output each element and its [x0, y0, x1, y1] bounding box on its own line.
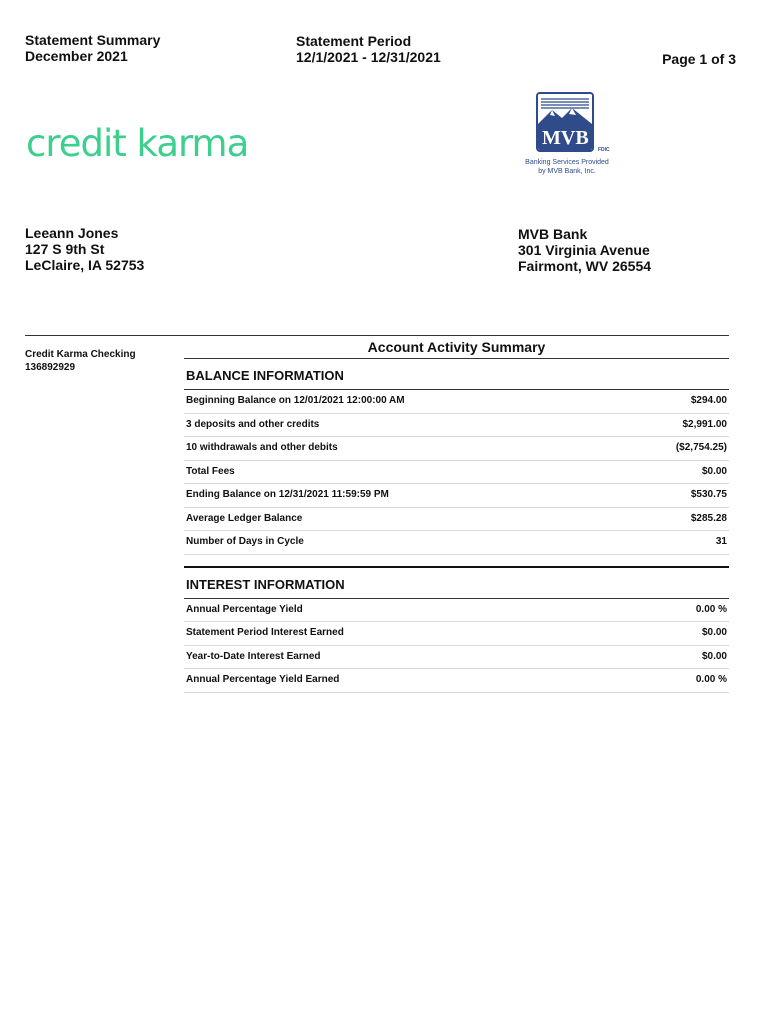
- table-row: [184, 461, 729, 485]
- bank-address: [518, 226, 651, 274]
- row-label: Beginning Balance on 12/01/2021 12:00:00 AM: [186, 395, 405, 406]
- table-row: [184, 531, 729, 555]
- row-value: $2,991.00: [682, 418, 727, 430]
- balance-information-title: BALANCE INFORMATION: [184, 359, 729, 390]
- page-number: Page 1 of 3: [662, 51, 736, 67]
- row-label: Annual Percentage Yield Earned: [186, 674, 340, 685]
- table-row: [184, 390, 729, 414]
- bank-name: MVB Bank: [518, 226, 588, 242]
- row-label: Ending Balance on 12/31/2021 11:59:59 PM: [186, 489, 389, 500]
- mvb-caption-line-1: Banking Services Provided: [525, 159, 609, 166]
- row-value: 0.00 %: [695, 603, 727, 615]
- row-value: $285.28: [690, 512, 727, 524]
- credit-karma-logo: credit karma: [26, 122, 249, 165]
- row-label: 3 deposits and other credits: [186, 418, 320, 430]
- table-row: [184, 414, 729, 438]
- row-value: 31: [715, 536, 727, 547]
- row-value: $294.00: [690, 395, 727, 406]
- statement-period-label: Statement Period: [296, 33, 412, 49]
- interest-information-title: INTEREST INFORMATION: [184, 568, 729, 599]
- interest-table: [184, 599, 729, 693]
- summary-title: Account Activity Summary: [184, 336, 729, 359]
- statement-summary-block: [25, 32, 160, 64]
- account-activity-summary: [184, 336, 729, 693]
- table-row: [184, 437, 729, 461]
- row-label: Annual Percentage Yield: [186, 603, 303, 615]
- statement-summary-label: Statement Summary: [25, 32, 161, 48]
- row-label: 10 withdrawals and other debits: [186, 442, 338, 453]
- account-type: Credit Karma Checking: [25, 349, 136, 360]
- row-label: Year-to-Date Interest Earned: [186, 650, 321, 662]
- mvb-caption-line-2: by MVB Bank, Inc.: [538, 168, 596, 175]
- customer-name: Leeann Jones: [25, 225, 119, 241]
- row-label: Average Ledger Balance: [186, 512, 303, 524]
- table-row: [184, 484, 729, 508]
- row-value: $0.00: [701, 650, 727, 662]
- table-row: [184, 669, 729, 693]
- fdic-mark: FDIC: [598, 147, 610, 153]
- balance-table: [184, 390, 729, 555]
- customer-address: [25, 225, 144, 273]
- mvb-badge-text: MVB: [542, 127, 589, 149]
- statement-period-block: [296, 33, 441, 65]
- row-label: Number of Days in Cycle: [186, 536, 304, 547]
- statement-period-range: 12/1/2021 - 12/31/2021: [296, 49, 441, 65]
- row-label: Total Fees: [186, 465, 235, 477]
- account-number: 136892929: [25, 362, 76, 373]
- row-label: Statement Period Interest Earned: [186, 627, 344, 638]
- row-value: $0.00: [701, 465, 727, 477]
- table-row: [184, 646, 729, 670]
- customer-street: 127 S 9th St: [25, 241, 105, 257]
- bank-street: 301 Virginia Avenue: [518, 242, 650, 258]
- mvb-caption: [512, 158, 622, 176]
- account-info: [25, 348, 136, 374]
- statement-summary-month: December 2021: [25, 48, 128, 64]
- bank-city: Fairmont, WV 26554: [518, 258, 652, 274]
- mvb-logo: [512, 92, 622, 176]
- table-row: [184, 622, 729, 646]
- table-row: [184, 599, 729, 623]
- row-value: $530.75: [690, 489, 727, 500]
- row-value: 0.00 %: [695, 674, 727, 685]
- row-value: ($2,754.25): [675, 442, 727, 453]
- row-value: $0.00: [701, 627, 727, 638]
- customer-city: LeClaire, IA 52753: [25, 257, 145, 273]
- table-row: [184, 508, 729, 532]
